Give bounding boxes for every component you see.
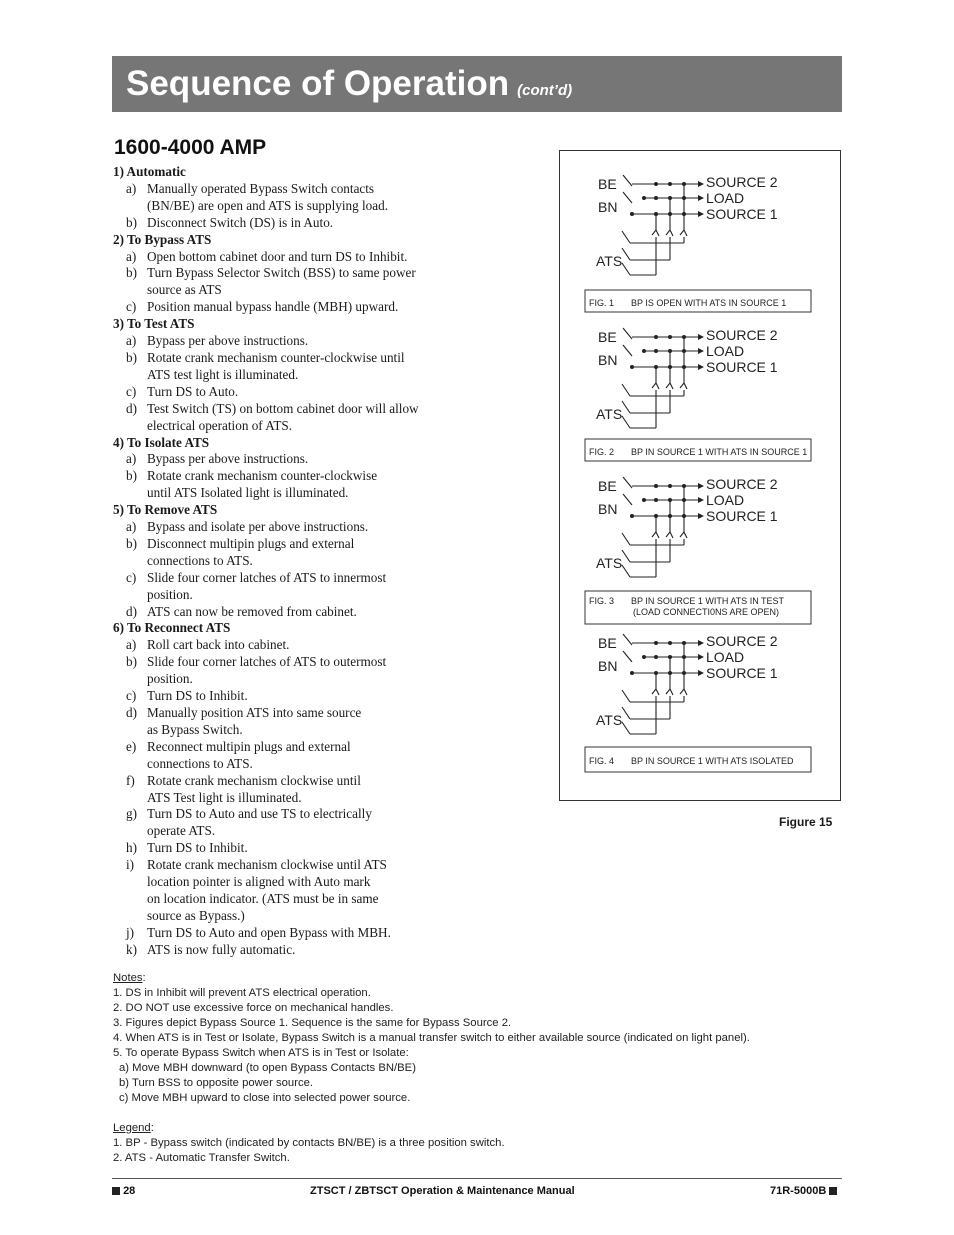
junction-dot [630,365,634,369]
ats-contact [652,383,656,388]
item-line: Slide four corner latches of ATS to outermost [147,654,387,670]
item-line: Test Switch (TS) on bottom cabinet door will allow [147,400,419,416]
step-item [113,350,553,384]
item-line: Turn DS to Auto and use TS to electrically [147,806,372,822]
ats-contact [680,689,684,694]
source2-label: SOURCE 2 [706,633,778,649]
ats-contact [684,689,687,695]
bn-contact [623,345,632,356]
ats-blade [622,401,630,413]
item-line: source as Bypass.) [147,907,245,923]
item-line: Turn DS to Auto. [147,383,239,399]
ats-contact [656,689,659,695]
item-letter: b) [126,535,137,551]
step-item [113,451,553,468]
square-bullet-icon [112,1187,120,1195]
item-letter: a) [126,248,137,264]
step-item [113,925,553,942]
step-item [113,519,553,536]
arrow-icon [698,513,704,519]
arrow-icon [698,348,704,354]
footer-doc-id: 71R-5000B [770,1185,837,1197]
ats-contact [684,230,687,236]
item-line: Manually position ATS into same source [147,705,362,720]
step-item [113,265,553,299]
be-label: BE [598,176,617,192]
junction-dot [668,484,672,488]
ats-blade [622,231,630,243]
step-item [113,654,553,688]
step-title: 4) To Isolate ATS [113,434,210,450]
item-line: Bypass per above instructions. [147,333,309,349]
bn-label: BN [598,352,618,368]
item-letter: j) [126,924,135,940]
note-item: 2. DO NOT use excessive force on mechanical handles. [113,1002,394,1014]
legend-item: 2. ATS - Automatic Transfer Switch. [113,1152,290,1164]
be-label: BE [598,329,617,345]
item-letter: i) [126,857,135,873]
item-line: Reconnect multipin plugs and external [147,738,351,754]
item-line: Bypass per above instructions. [147,451,309,467]
ats-blade [622,565,630,577]
step-title: 6) To Reconnect ATS [113,620,231,636]
load-label: LOAD [706,649,745,665]
figure-caption: Figure 15 [779,815,833,829]
footer-rule [112,1178,842,1179]
notes-label: Notes [113,972,143,984]
item-letter: d) [126,400,137,416]
arrow-icon [698,334,704,340]
item-letter: a) [126,637,137,653]
item-line: Open bottom cabinet door and turn DS to Inhibit. [147,248,408,264]
bn-label: BN [598,501,618,517]
note-subitem: a) Move MBH downward (to open Bypass Contacts BN/BE) [119,1062,416,1074]
be-label: BE [598,478,617,494]
junction-dot [668,182,672,186]
step-item [113,299,553,316]
item-line: position. [147,586,193,602]
item-line: Rotate crank mechanism clockwise until [147,772,361,788]
step-item [113,468,553,502]
item-line: as Bypass Switch. [147,721,243,737]
page-subtitle: (cont’d) [517,82,573,99]
figure-box [559,150,841,801]
item-line: source as ATS [147,282,222,298]
ats-contact [652,230,656,235]
figure-description: BP IN SOURCE 1 WITH ATS IN TEST [631,596,785,606]
source1-label: SOURCE 1 [706,508,778,524]
bn-contact [623,192,632,203]
note-subitem: b) Turn BSS to opposite power source. [119,1077,314,1089]
junction-dot [668,335,672,339]
step-item [113,215,553,232]
note-item: 1. DS in Inhibit will prevent ATS electrical operation. [113,987,371,999]
item-letter: a) [126,333,137,349]
item-line: (BN/BE) are open and ATS is supplying load. [147,197,389,213]
source1-label: SOURCE 1 [706,359,778,375]
load-label: LOAD [706,190,745,206]
note-item: 5. To operate Bypass Switch when ATS is in Test or Isolate: [113,1047,409,1059]
figure-number: FIG. 2 [589,447,615,457]
arrow-icon [698,497,704,503]
item-letter: c) [126,299,137,315]
note-subitem: c) Move MBH upward to close into selected power source. [119,1092,411,1104]
figure-description-line2: (LOAD CONNECTI0NS ARE OPEN) [633,607,780,617]
item-letter: c) [126,569,137,585]
legend-label: Legend [113,1122,151,1134]
legend-item: 1. BP - Bypass switch (indicated by contacts BN/BE) is a three position switch. [113,1137,505,1149]
figure-description: BP IS OPEN WITH ATS IN SOURCE 1 [631,298,787,308]
note-item: 3. Figures depict Bypass Source 1. Sequence is the same for Bypass Source 2. [113,1017,512,1029]
junction-dot [654,484,658,488]
be-label: BE [598,635,617,651]
figure-description: BP IN SOURCE 1 WITH ATS IN SOURCE 1 [631,447,808,457]
be-contact [623,634,632,645]
step-title: 1) Automatic [113,164,186,179]
item-letter: c) [126,688,137,704]
item-letter: b) [126,265,137,281]
ats-contact [666,689,670,694]
junction-dot [654,349,658,353]
step-item [113,942,553,959]
step-item [113,249,553,266]
procedure-steps [113,164,553,959]
notes-section: Notes: 1. DS in Inhibit will prevent ATS electrical operation. 2. DO NOT use excessive force on mechanical handles. 3. Figures depict Bypass Source 1. Sequence is the same for Bypass Source 2. 4. When ATS is in Test or Isolate, Bypass Switch is a manual transfer switch to either available source (indicated on light panel). 5. To operate Bypass Switch when ATS is in Test or Isolate: a) Move MBH downward (to open Bypass Contacts BN/BE) b) Turn BSS to opposite power source. c) Move MBH upward to close into selected power source. Legend: 1. BP - Bypass switch (indicated by contacts BN/BE) is a three position switch. 2. ATS - Automatic Transfer Switch. [113,971,893,1166]
ats-label: ATS [596,555,623,571]
step-item [113,333,553,350]
junction-dot [642,349,646,353]
ats-contact [666,230,670,235]
ats-contact [656,383,659,389]
ats-contact [670,230,673,236]
ats-blade [622,707,630,719]
item-line: connections to ATS. [147,755,253,771]
item-line: Manually operated Bypass Switch contacts [147,180,375,196]
ats-blade [622,690,630,702]
ats-contact [656,230,659,236]
item-line: Roll cart back into cabinet. [147,637,290,653]
item-letter: a) [126,519,137,535]
arrow-icon [698,640,704,646]
step-item [113,688,553,705]
ats-blade [622,416,630,428]
junction-dot [654,641,658,645]
junction-dot [630,212,634,216]
step-item [113,536,553,570]
ats-contact [684,532,687,538]
item-line: on location indicator. (ATS must be in same [147,890,379,906]
item-line: ATS test light is illuminated. [147,366,299,382]
ats-contact [680,383,684,388]
junction-dot [642,196,646,200]
arrow-icon [698,670,704,676]
junction-dot [630,671,634,675]
item-letter: b) [126,349,137,365]
junction-dot [654,182,658,186]
ats-contact [656,532,659,538]
junction-dot [668,641,672,645]
item-letter: h) [126,840,137,856]
title-banner [112,56,842,112]
ats-contact [684,383,687,389]
item-line: electrical operation of ATS. [147,417,293,433]
section-heading: 1600-4000 AMP [114,136,267,159]
ats-blade [622,248,630,260]
source2-label: SOURCE 2 [706,476,778,492]
source1-label: SOURCE 1 [706,665,778,681]
step-item [113,604,553,621]
ats-contact [666,532,670,537]
ats-blade [622,550,630,562]
item-line: Rotate crank mechanism clockwise until ATS [147,857,387,873]
source2-label: SOURCE 2 [706,327,778,343]
junction-dot [630,514,634,518]
item-line: Disconnect multipin plugs and external [147,535,355,551]
load-label: LOAD [706,343,745,359]
item-line: until ATS Isolated light is illuminated. [147,485,349,501]
ats-contact [652,689,656,694]
step-item [113,840,553,857]
ats-contact [666,383,670,388]
step-item [113,570,553,604]
junction-dot [654,196,658,200]
item-line: ATS can now be removed from cabinet. [147,603,357,619]
ats-blade [622,263,630,275]
item-letter: f) [126,772,135,788]
ats-contact [652,532,656,537]
ats-contact [670,532,673,538]
load-label: LOAD [706,492,745,508]
junction-dot [654,335,658,339]
square-bullet-icon [829,1187,837,1195]
item-letter: d) [126,705,137,720]
bn-contact [623,494,632,505]
item-letter: b) [126,468,137,484]
item-letter: e) [126,738,137,754]
footer-page: 28 [112,1185,135,1197]
ats-blade [622,384,630,396]
note-item: 4. When ATS is in Test or Isolate, Bypass Switch is a manual transfer switch to either available source (indicated on light panel). [113,1032,750,1044]
page-title: Sequence of Operation (cont’d) [126,64,573,103]
step-item [113,637,553,654]
step-title: 2) To Bypass ATS [113,231,212,247]
source1-label: SOURCE 1 [706,206,778,222]
item-letter: a) [126,180,137,196]
step-item [113,739,553,773]
bypass-diagrams [560,151,840,800]
item-letter: c) [126,383,137,399]
arrow-icon [698,654,704,660]
item-line: Turn DS to Auto and open Bypass with MBH. [147,924,391,940]
item-line: connections to ATS. [147,552,253,568]
item-line: Turn DS to Inhibit. [147,688,248,704]
item-line: Turn Bypass Selector Switch (BSS) to same power [147,265,416,281]
item-line: position. [147,671,193,687]
item-letter: k) [126,941,137,957]
arrow-icon [698,195,704,201]
item-letter: d) [126,603,137,619]
step-item [113,401,553,435]
step-title: 3) To Test ATS [113,316,195,332]
figure-number: FIG. 3 [589,596,615,606]
ats-label: ATS [596,712,623,728]
figure-number: FIG. 4 [589,756,615,766]
be-contact [623,477,632,488]
step-item [113,806,553,840]
item-line: Disconnect Switch (DS) is in Auto. [147,214,334,230]
arrow-icon [698,364,704,370]
footer-title: ZTSCT / ZBTSCT Operation & Maintenance Manual [310,1185,575,1197]
step-item [113,773,553,807]
ats-label: ATS [596,406,623,422]
junction-dot [654,498,658,502]
item-line: Position manual bypass handle (MBH) upward. [147,299,399,315]
ats-blade [622,533,630,545]
step-item [113,181,553,215]
item-line: Turn DS to Inhibit. [147,840,248,856]
item-line: Rotate crank mechanism counter-clockwise [147,468,378,484]
ats-contact [680,230,684,235]
step-item [113,384,553,401]
ats-label: ATS [596,253,623,269]
item-letter: a) [126,451,137,467]
step-item [113,857,553,925]
step-item [113,705,553,739]
figure-number: FIG. 1 [589,298,615,308]
arrow-icon [698,483,704,489]
item-line: ATS is now fully automatic. [147,941,296,957]
bn-contact [623,651,632,662]
item-line: Bypass and isolate per above instructions. [147,519,369,535]
item-letter: b) [126,654,137,670]
step-title: 5) To Remove ATS [113,502,218,518]
figure-description: BP IN SOURCE 1 WITH ATS ISOLATED [631,756,794,766]
be-contact [623,328,632,339]
item-line: Slide four corner latches of ATS to innermost [147,569,387,585]
arrow-icon [698,181,704,187]
bn-label: BN [598,199,618,215]
item-letter: g) [126,806,137,822]
junction-dot [642,498,646,502]
ats-contact [670,383,673,389]
item-line: operate ATS. [147,823,216,839]
item-line: Rotate crank mechanism counter-clockwise until [147,349,405,365]
arrow-icon [698,211,704,217]
junction-dot [654,655,658,659]
item-line: ATS Test light is illuminated. [147,789,302,805]
bn-label: BN [598,658,618,674]
ats-contact [670,689,673,695]
source2-label: SOURCE 2 [706,174,778,190]
ats-contact [680,532,684,537]
junction-dot [642,655,646,659]
item-line: location pointer is aligned with Auto mark [147,874,371,890]
ats-blade [622,722,630,734]
be-contact [623,175,632,186]
item-letter: b) [126,214,137,230]
